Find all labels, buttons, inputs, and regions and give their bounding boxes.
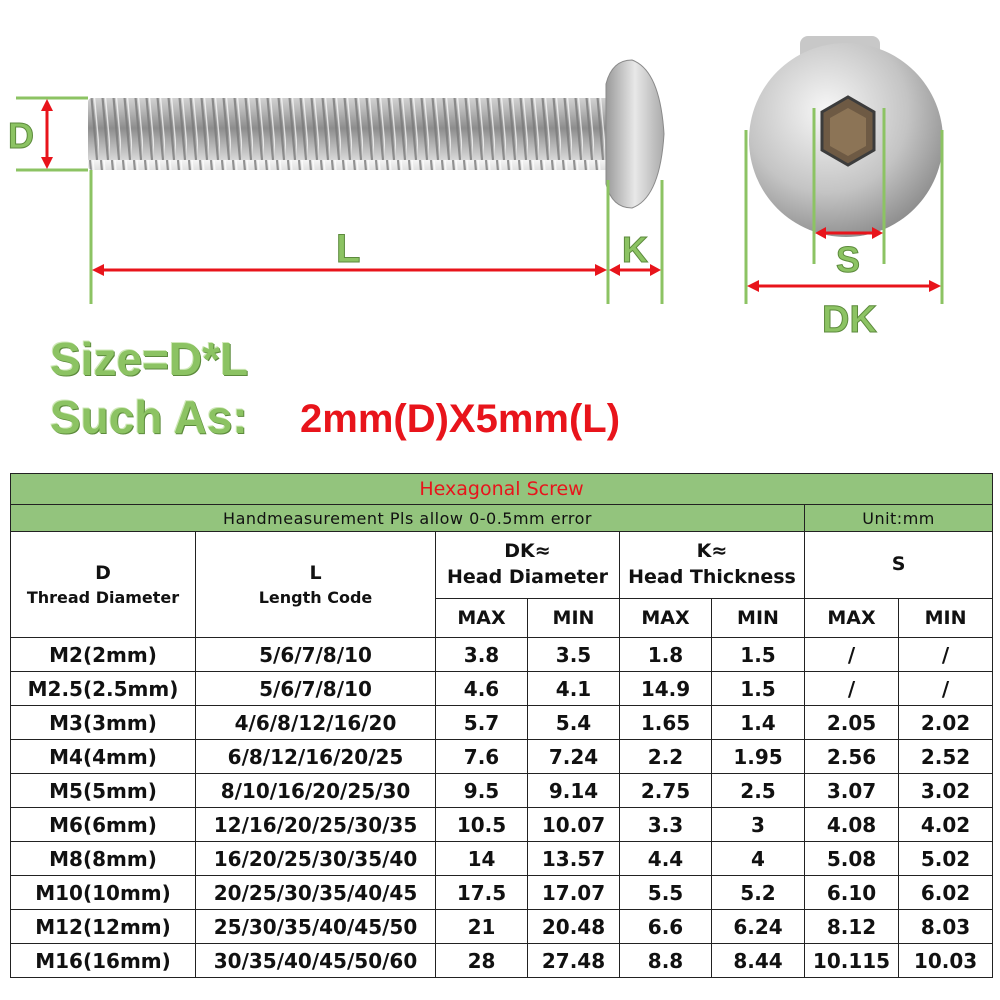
cell-s-min: 10.03	[899, 944, 993, 978]
cell-dk-max: 5.7	[436, 706, 528, 740]
header-min: MIN	[899, 599, 993, 638]
screw-side-view	[88, 60, 664, 208]
header-d-symbol: D	[95, 561, 111, 584]
cell-k-min: 4	[712, 842, 805, 876]
label-k: K	[622, 229, 648, 270]
cell-k-max: 2.75	[620, 774, 712, 808]
cell-k-max: 14.9	[620, 672, 712, 706]
table-row	[11, 842, 993, 876]
header-k-symbol: K≈	[696, 540, 728, 563]
header-k	[620, 532, 805, 599]
cell-k-min: 5.2	[712, 876, 805, 910]
such-as-label: Such As:	[50, 391, 248, 443]
cell-thread-diameter: M6(6mm)	[11, 808, 196, 842]
cell-k-max: 6.6	[620, 910, 712, 944]
cell-dk-min: 17.07	[528, 876, 620, 910]
cell-length-code: 30/35/40/45/50/60	[196, 944, 436, 978]
cell-s-min: 8.03	[899, 910, 993, 944]
table-row	[11, 740, 993, 774]
cell-k-max: 3.3	[620, 808, 712, 842]
cell-dk-min: 27.48	[528, 944, 620, 978]
screw-top-view	[749, 36, 943, 237]
cell-thread-diameter: M12(12mm)	[11, 910, 196, 944]
cell-s-max: /	[805, 672, 899, 706]
cell-k-min: 1.5	[712, 672, 805, 706]
cell-dk-max: 10.5	[436, 808, 528, 842]
cell-dk-min: 13.57	[528, 842, 620, 876]
cell-dk-min: 4.1	[528, 672, 620, 706]
cell-dk-max: 28	[436, 944, 528, 978]
cell-k-max: 8.8	[620, 944, 712, 978]
cell-dk-max: 14	[436, 842, 528, 876]
label-dk: DK	[822, 299, 877, 341]
cell-length-code: 16/20/25/30/35/40	[196, 842, 436, 876]
cell-length-code: 5/6/7/8/10	[196, 672, 436, 706]
label-l: L	[336, 227, 361, 271]
table-title: Hexagonal Screw	[11, 474, 993, 505]
header-min: MIN	[528, 599, 620, 638]
cell-s-min: 2.02	[899, 706, 993, 740]
cell-k-min: 1.5	[712, 638, 805, 672]
table-row	[11, 876, 993, 910]
header-min: MIN	[712, 599, 805, 638]
cell-thread-diameter: M2.5(2.5mm)	[11, 672, 196, 706]
table-row	[11, 706, 993, 740]
header-d-label: Thread Diameter	[26, 587, 180, 607]
cell-dk-max: 4.6	[436, 672, 528, 706]
table-row	[11, 910, 993, 944]
table-row	[11, 808, 993, 842]
cell-length-code: 5/6/7/8/10	[196, 638, 436, 672]
cell-s-min: /	[899, 672, 993, 706]
header-dk	[436, 532, 620, 599]
cell-dk-max: 7.6	[436, 740, 528, 774]
table-row	[11, 944, 993, 978]
unit-label: Unit:mm	[805, 505, 993, 532]
cell-k-min: 2.5	[712, 774, 805, 808]
size-formula: Size=D*L	[50, 333, 249, 385]
label-d: D	[8, 115, 34, 156]
table-row	[11, 672, 993, 706]
cell-thread-diameter: M16(16mm)	[11, 944, 196, 978]
cell-s-max: 3.07	[805, 774, 899, 808]
header-dk-label: Head Diameter	[447, 566, 608, 588]
cell-length-code: 8/10/16/20/25/30	[196, 774, 436, 808]
cell-s-min: 3.02	[899, 774, 993, 808]
header-s: S	[805, 532, 993, 599]
cell-dk-max: 3.8	[436, 638, 528, 672]
cell-thread-diameter: M4(4mm)	[11, 740, 196, 774]
cell-thread-diameter: M10(10mm)	[11, 876, 196, 910]
cell-s-max: 6.10	[805, 876, 899, 910]
cell-dk-max: 17.5	[436, 876, 528, 910]
header-l-symbol: L	[309, 561, 322, 584]
cell-dk-max: 21	[436, 910, 528, 944]
cell-s-max: 4.08	[805, 808, 899, 842]
label-s: S	[836, 239, 861, 280]
cell-thread-diameter: M3(3mm)	[11, 706, 196, 740]
cell-s-max: 10.115	[805, 944, 899, 978]
cell-k-max: 1.8	[620, 638, 712, 672]
cell-k-min: 1.95	[712, 740, 805, 774]
cell-dk-min: 3.5	[528, 638, 620, 672]
header-max: MAX	[436, 599, 528, 638]
header-k-label: Head Thickness	[628, 566, 796, 588]
error-note: Handmeasurement Pls allow 0-0.5mm error	[11, 505, 805, 532]
cell-k-max: 1.65	[620, 706, 712, 740]
cell-length-code: 20/25/30/35/40/45	[196, 876, 436, 910]
cell-k-min: 8.44	[712, 944, 805, 978]
header-d	[11, 532, 196, 638]
size-example: 2mm(D)X5mm(L)	[300, 397, 621, 441]
cell-s-max: 2.56	[805, 740, 899, 774]
cell-s-max: /	[805, 638, 899, 672]
cell-k-min: 3	[712, 808, 805, 842]
spec-table	[10, 473, 993, 978]
cell-length-code: 6/8/12/16/20/25	[196, 740, 436, 774]
cell-thread-diameter: M2(2mm)	[11, 638, 196, 672]
cell-dk-min: 20.48	[528, 910, 620, 944]
header-dk-symbol: DK≈	[504, 540, 551, 563]
header-max: MAX	[620, 599, 712, 638]
table-row	[11, 774, 993, 808]
cell-dk-min: 7.24	[528, 740, 620, 774]
header-l	[196, 532, 436, 638]
cell-length-code: 4/6/8/12/16/20	[196, 706, 436, 740]
cell-k-min: 1.4	[712, 706, 805, 740]
cell-k-min: 6.24	[712, 910, 805, 944]
header-l-label: Length Code	[258, 587, 373, 607]
cell-length-code: 12/16/20/25/30/35	[196, 808, 436, 842]
cell-thread-diameter: M5(5mm)	[11, 774, 196, 808]
cell-dk-min: 9.14	[528, 774, 620, 808]
table-body	[11, 638, 993, 978]
cell-s-min: 5.02	[899, 842, 993, 876]
cell-s-min: 6.02	[899, 876, 993, 910]
cell-s-min: /	[899, 638, 993, 672]
cell-thread-diameter: M8(8mm)	[11, 842, 196, 876]
cell-k-max: 2.2	[620, 740, 712, 774]
cell-s-min: 4.02	[899, 808, 993, 842]
cell-s-max: 8.12	[805, 910, 899, 944]
cell-s-min: 2.52	[899, 740, 993, 774]
cell-k-max: 4.4	[620, 842, 712, 876]
cell-dk-min: 5.4	[528, 706, 620, 740]
cell-s-max: 5.08	[805, 842, 899, 876]
cell-dk-max: 9.5	[436, 774, 528, 808]
header-max: MAX	[805, 599, 899, 638]
cell-length-code: 25/30/35/40/45/50	[196, 910, 436, 944]
cell-s-max: 2.05	[805, 706, 899, 740]
cell-dk-min: 10.07	[528, 808, 620, 842]
cell-k-max: 5.5	[620, 876, 712, 910]
table-row	[11, 638, 993, 672]
